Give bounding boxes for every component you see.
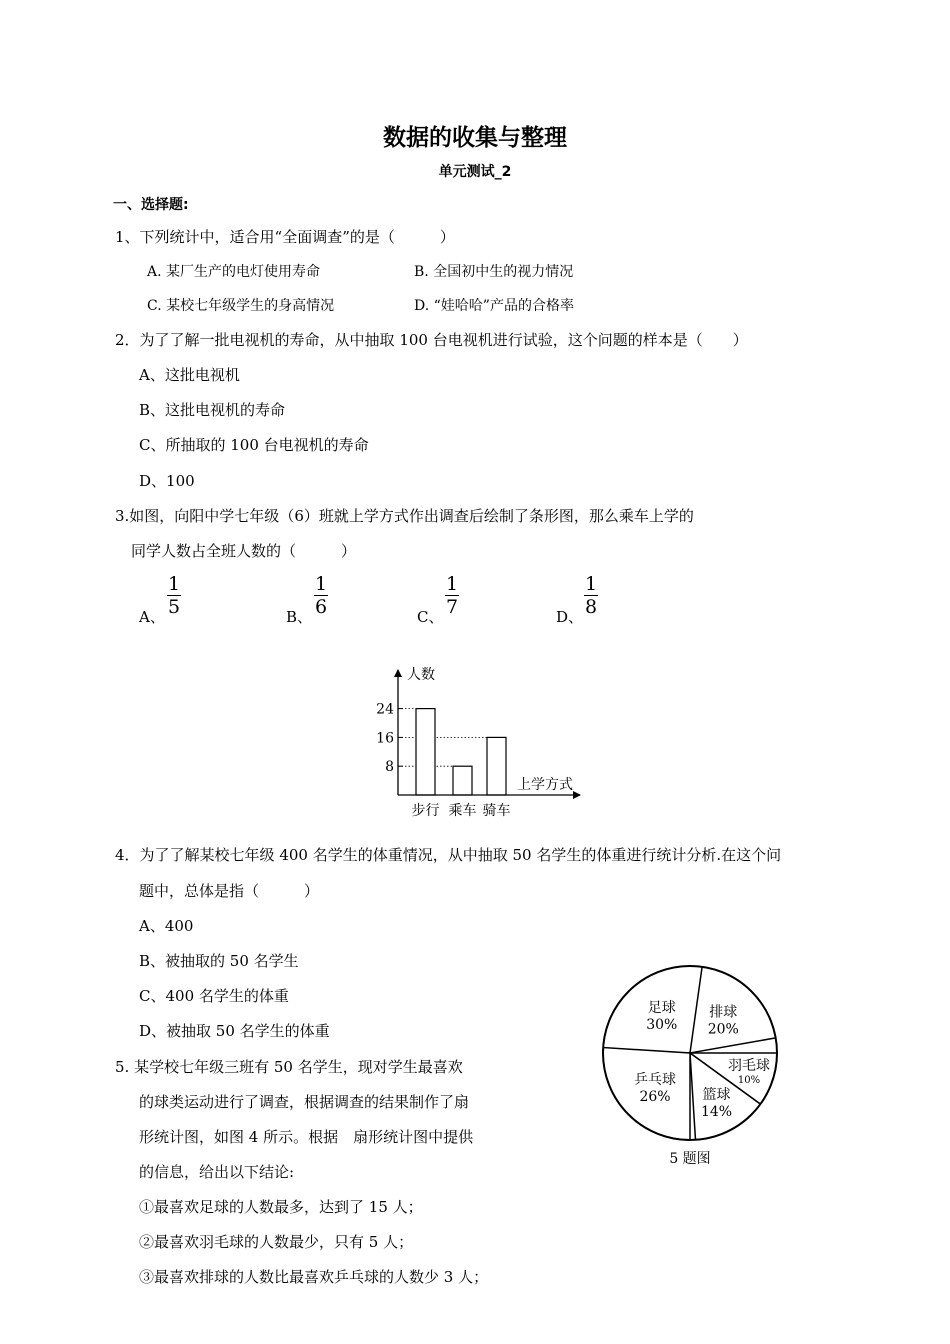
pie-slice-name: 排球: [709, 1004, 738, 1021]
fraction-numerator: 1: [445, 573, 459, 595]
q4-stem-line2: 题中，总体是指（ ）: [139, 882, 320, 900]
q1-option-c: C. 某校七年级学生的身高情况: [147, 298, 335, 314]
bar-chart-ticks: [376, 702, 403, 776]
pie-slice-percent: 14%: [700, 1104, 733, 1121]
section-heading: 一、选择题:: [113, 197, 189, 213]
commute-bar-chart: [360, 660, 600, 825]
pie-slice-percent: 10%: [737, 1075, 761, 1087]
q3-option-c-fraction: [442, 574, 462, 617]
x-axis-label: 上学方式: [517, 777, 573, 793]
pie-slice-name: 篮球: [702, 1087, 731, 1104]
q3-option-d-label: D、: [556, 608, 584, 626]
q4-option-c: C、400 名学生的体重: [139, 987, 289, 1005]
q1-option-a: A. 某厂生产的电灯使用寿命: [147, 264, 321, 280]
pie-slice-name: 足球: [647, 1000, 676, 1017]
q3-stem-line1: 3.如图，向阳中学七年级（6）班就上学方式作出调查后绘制了条形图，那么乘车上学的: [115, 507, 694, 525]
pie-caption: 5 题图: [669, 1151, 711, 1167]
q1-option-b: B. 全国初中生的视力情况: [414, 264, 574, 280]
q3-option-b-label: B、: [286, 608, 313, 626]
q2-option-c: C、所抽取的 100 台电视机的寿命: [139, 436, 369, 454]
pie-slice-percent: 26%: [639, 1088, 671, 1105]
fraction-numerator: 1: [167, 573, 181, 595]
y-tick-label: 24: [376, 701, 394, 718]
fraction-numerator: 1: [584, 573, 598, 595]
q2-option-d: D、100: [139, 472, 195, 490]
fraction-denominator: 7: [445, 596, 459, 618]
bar-chart-bars: [416, 709, 506, 795]
q4-option-b: B、被抽取的 50 名学生: [139, 952, 299, 970]
q5-conclusion-2: ②最喜欢羽毛球的人数最少，只有 5 人；: [139, 1233, 414, 1251]
bar-步行: [416, 709, 435, 795]
q5-conclusion-3: ③最喜欢排球的人数比最喜欢乒乓球的人数少 3 人；: [139, 1268, 489, 1286]
q3-option-d-fraction: [581, 574, 601, 617]
page-title: 数据的收集与整理: [383, 125, 567, 151]
q4-option-d: D、被抽取 50 名学生的体重: [139, 1022, 330, 1040]
y-tick-label: 8: [385, 759, 394, 776]
q3-option-a-label: A、: [139, 608, 165, 626]
pie-slices: [603, 966, 777, 1140]
q3-option-c-label: C、: [417, 608, 444, 626]
q2-option-b: B、这批电视机的寿命: [139, 401, 286, 419]
q3-option-b-fraction: [311, 574, 331, 617]
q3-option-a-fraction: [164, 574, 184, 617]
q2-option-a: A、这批电视机: [139, 366, 240, 384]
category-label: 骑车: [482, 803, 511, 819]
fraction-denominator: 6: [314, 596, 328, 618]
q4-option-a: A、400: [139, 917, 194, 935]
q1-stem: 1、下列统计中，适合用“全面调查”的是（ ）: [115, 228, 455, 246]
y-tick-label: 16: [376, 730, 394, 747]
ball-sports-pie-chart: [590, 955, 790, 1175]
bar-chart-categories: [412, 802, 511, 819]
q5-conclusion-1: ①最喜欢足球的人数最多，达到了 15 人；: [139, 1198, 423, 1216]
bar-chart-grid: [398, 709, 487, 767]
q5-line2: 的球类运动进行了调查，根据调查的结果制作了扇: [139, 1093, 470, 1111]
category-label: 步行: [411, 803, 440, 819]
pie-slice-percent: 30%: [646, 1017, 678, 1034]
q4-stem-line1: 4．为了了解某校七年级 400 名学生的体重情况，从中抽取 50 名学生的体重进行统计分析.在这个问: [115, 846, 782, 864]
bar-乘车: [453, 766, 472, 795]
q5-line3: 形统计图，如图 4 所示。根据 扇形统计图中提供: [139, 1128, 474, 1146]
q3-stem-line2: 同学人数占全班人数的（ ）: [131, 542, 357, 560]
page-subtitle: 单元测试_2: [438, 164, 512, 180]
pie-slice-percent: 20%: [707, 1021, 739, 1038]
q5-line1: 5. 某学校七年级三班有 50 名学生，现对学生最喜欢: [115, 1058, 463, 1076]
category-label: 乘车: [448, 803, 477, 819]
pie-slice-name: 乒乓球: [634, 1071, 676, 1088]
q1-option-d: D. “娃哈哈”产品的合格率: [414, 298, 574, 314]
bar-骑车: [487, 737, 506, 795]
q2-stem: 2．为了了解一批电视机的寿命，从中抽取 100 台电视机进行试验，这个问题的样本是（ ）: [115, 331, 748, 349]
fraction-denominator: 5: [167, 596, 181, 618]
q5-line4: 的信息，给出以下结论:: [139, 1163, 295, 1181]
y-axis-label: 人数: [407, 667, 435, 683]
fraction-denominator: 8: [584, 596, 598, 618]
pie-slice-name: 羽毛球: [728, 1058, 770, 1075]
fraction-numerator: 1: [314, 573, 328, 595]
